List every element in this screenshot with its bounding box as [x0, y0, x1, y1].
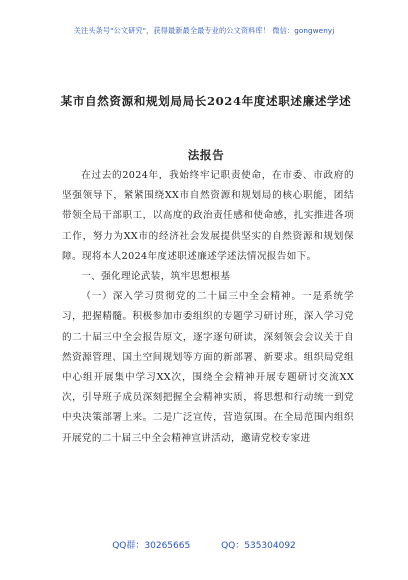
footer-contact [0, 538, 408, 551]
footer-qq: QQ：535304092 [221, 541, 296, 551]
body-paragraph: （一）深入学习贯彻党的二十届三中全会精神。一是系统学习，把握精髓。积极参加市委组织的专题学习研讨班，深入学习党的二十届三中全会报告原文，逐字逐句研读，深刻领会会议关于自然资源管理、国土空间规划等方面的新部署、新要求。组织局党组中心组开展集中学习XX次，围绕全会精神开展专题研讨交流XX次，引导班子成员深刻把握全会精神实质，将思想和行动统一到党中央决策部署上来。二是广泛宣传，营造氛围。在全局范围内组织开展党的二十届三中全会精神宣讲活动，邀请党校专家进 [62, 291, 354, 444]
document-title: 某市自然资源和规划局局长2024年度述职述廉述学述法报告 [60, 94, 352, 162]
footer-qq-group: QQ群：30265665 [112, 541, 191, 551]
document-body [62, 166, 354, 449]
top-banner: 关注头条号"公文研究"，获得最新最全最专业的公文资料库！ 微信：gongwenyj [73, 26, 335, 35]
intro-paragraph: 在过去的2024年，我始终牢记职责使命，在市委、市政府的坚强领导下，紧紧围绕XX市自然资源和规划局的核心职能，团结带领全局干部职工，以高度的政治责任感和使命感，扎实推进各项工作，努力为XX市的经济社会发展提供坚实的自然资源和规划保障。现将本人2024年度述职述廉述学述法情况报告如下。 [62, 170, 354, 262]
section-heading: 一、强化理论武装，筑牢思想根基 [81, 271, 231, 283]
